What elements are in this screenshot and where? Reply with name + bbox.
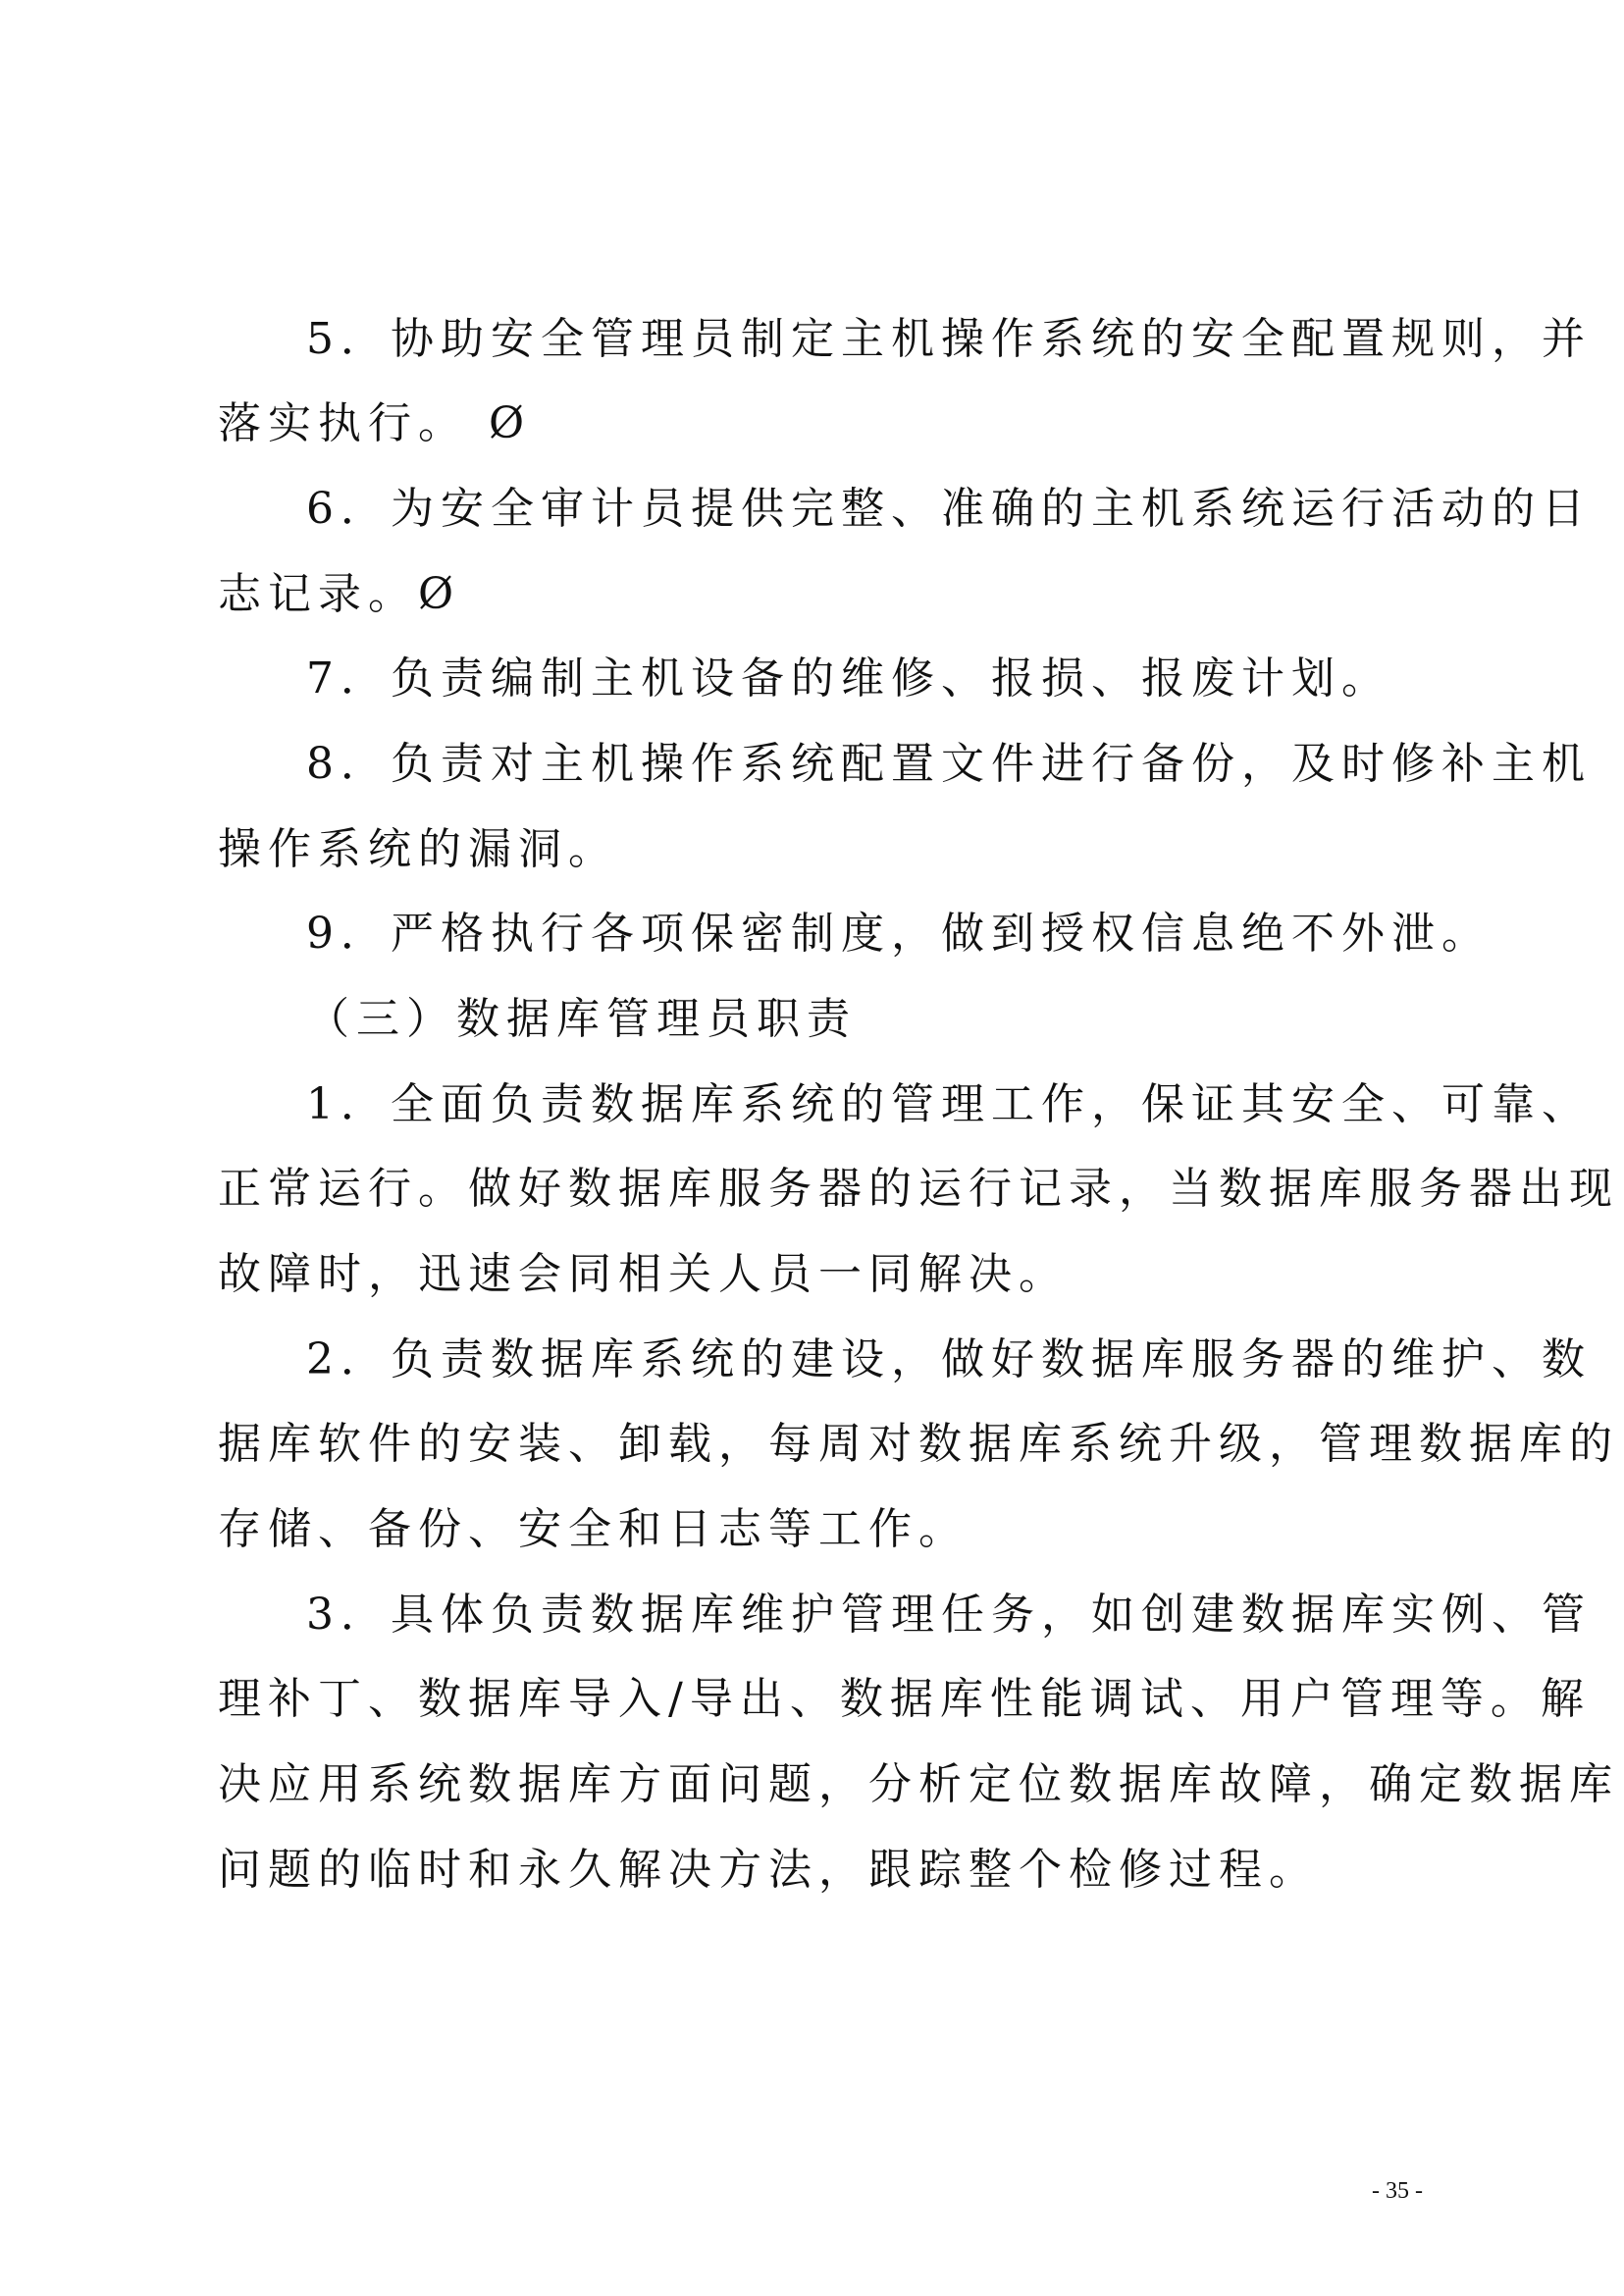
paragraph-5-line-1: 5．协助安全管理员制定主机操作系统的安全配置规则，并 [306, 314, 1592, 364]
db-paragraph-3-line-1: 3．具体负责数据库维护管理任务，如创建数据库实例、管 [306, 1590, 1592, 1640]
db-paragraph-3-line-3: 决应用系统数据库方面问题，分析定位数据库故障，确定数据库 [218, 1759, 1619, 1809]
paragraph-6-line-1: 6．为安全审计员提供完整、准确的主机系统运行活动的日 [306, 484, 1592, 534]
db-paragraph-3-line-4: 问题的临时和永久解决方法，跟踪整个检修过程。 [218, 1845, 1319, 1895]
paragraph-8-line-1: 8．负责对主机操作系统配置文件进行备份，及时修补主机 [306, 739, 1592, 789]
paragraph-9-line-1: 9．严格执行各项保密制度，做到授权信息绝不外泄。 [306, 909, 1492, 959]
paragraph-7-line-1: 7．负责编制主机设备的维修、报损、报废计划。 [306, 653, 1391, 704]
page-number: - 35 - [1372, 2178, 1423, 2204]
db-paragraph-2-line-3: 存储、备份、安全和日志等工作。 [218, 1504, 969, 1554]
section-heading: （三）数据库管理员职责 [306, 994, 857, 1044]
paragraph-8-line-2: 操作系统的漏洞。 [218, 824, 618, 874]
db-paragraph-1-line-1: 1．全面负责数据库系统的管理工作，保证其安全、可靠、 [306, 1079, 1592, 1129]
paragraph-5-line-2: 落实执行。 Ø [218, 398, 532, 448]
paragraph-6-line-2: 志记录。Ø [218, 569, 461, 619]
db-paragraph-2-line-1: 2．负责数据库系统的建设，做好数据库服务器的维护、数 [306, 1334, 1592, 1384]
db-paragraph-1-line-3: 故障时，迅速会同相关人员一同解决。 [218, 1249, 1069, 1299]
db-paragraph-2-line-2: 据库软件的安装、卸载，每周对数据库系统升级，管理数据库的 [218, 1419, 1619, 1469]
db-paragraph-1-line-2: 正常运行。做好数据库服务器的运行记录，当数据库服务器出现 [218, 1164, 1619, 1214]
db-paragraph-3-line-2: 理补丁、数据库导入/导出、数据库性能调试、用户管理等。解 [218, 1674, 1591, 1724]
